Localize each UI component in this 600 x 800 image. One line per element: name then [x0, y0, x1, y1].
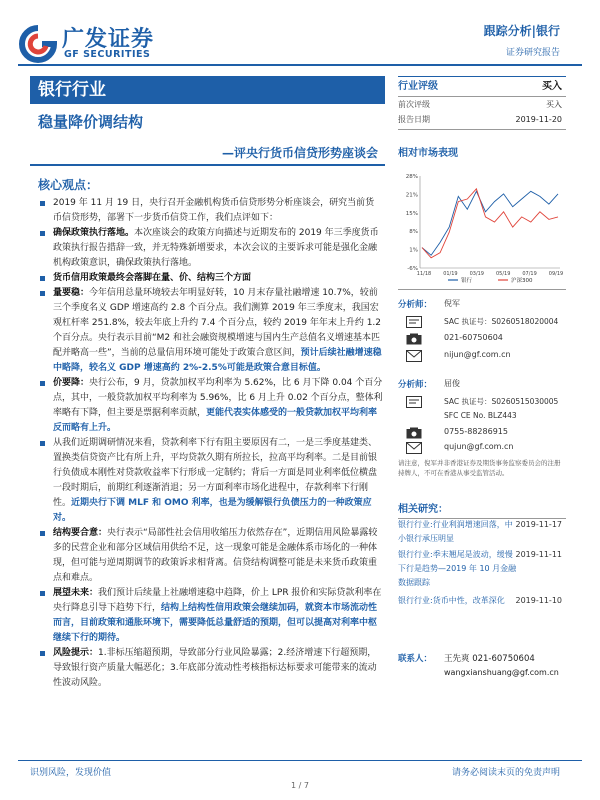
x-tick-label: 11/18	[416, 271, 432, 277]
x-tick-label: 03/19	[469, 271, 485, 277]
report-type: 跟踪分析|银行	[483, 24, 560, 38]
footer-divider	[18, 760, 582, 761]
legend-label: 沪深300	[511, 278, 533, 284]
analyst-disclaimer-note: 请注意，倪军并非香港证券及期货事务监察委员会的注册持牌人，不可在香港从事受监管活动。	[398, 459, 561, 477]
analyst-2-name: 屈俊	[444, 379, 460, 388]
rating-header	[398, 76, 566, 97]
y-tick-label: 1%	[409, 247, 418, 254]
bullet-icon	[40, 591, 45, 596]
page-number: 1 / 7	[291, 781, 309, 790]
x-tick-label: 05/19	[495, 271, 511, 277]
x-tick-label: 09/19	[548, 271, 564, 277]
x-tick-label: 01/19	[443, 271, 458, 277]
analyst-2-phone: 0755-88286915	[444, 427, 508, 436]
paragraph: 2019 年 11 月 19 日，央行召开金融机构货币信贷形势分析座谈会，研究当前货币信贷形势，部署下一步货币信贷工作，我们点评如下：	[38, 196, 383, 226]
analyst-1-phone: 021-60750604	[444, 333, 503, 342]
contact-name-phone: 王先爽 021-60750604	[444, 654, 535, 664]
report-body	[38, 196, 383, 691]
certificate-icon	[406, 396, 422, 408]
related-item[interactable]: 银行行业:货币中性，改革深化 2019-11-10	[398, 596, 562, 605]
relative-performance-chart	[398, 168, 566, 288]
y-tick-label: 8%	[409, 229, 418, 236]
bullet-icon	[40, 201, 45, 206]
y-tick-label: 21%	[405, 192, 418, 199]
paragraph: 从我们近期调研情况来看，贷款利率下行有阻主要原因有二，一是三季度基建类、置换类信贷资产比有所上升，平均贷款久期有所拉长，拉高平均利率。二是目前银行负债成本刚性对贷款收益率下行形成一定制约；背后一方面是同业利率低位横盘一段时期后，前期红利逐渐消退；另一方面利率市场化进程中，存款利率下行刚性。近期央行下调 MLF 和 OMO 利率，也是为缓解银行负债压力的一种政策应对。	[38, 436, 383, 526]
paragraph: 结构要合意：央行表示“局部性社会信用收缩压力依然存在”，近期信用风险暴露较多的民营企业和部分区域信用供给不足，这一现象可能是金融体系市场化的一种体现，但可能与逆周期调节的政策诉求相背离。信贷结构调整可能是未来货币政策重点和难点。	[38, 526, 383, 586]
core-views-heading: 核心观点：	[38, 178, 99, 192]
header-divider	[18, 64, 582, 66]
paragraph: 量要稳：今年信用总量环境较去年明显好转，10 月末存量社融增速 10.7%，较前三个季度名义 GDP 增速高约 2.8 个百分点。我们测算 2019 年三季度末，我国宏观杠杆率 251.8%，较去年底上升约 7.4 个百分点，较约 2019 年年末上升约 1.2 个百分点。央行表示目前“M2 和社会融资规模增速与国内生产总值名义增速基本匹配并略高一些”，当前的总量信用环境可能处于政策合意区间，预计后续社融增速稳中略降，较名义 GDP 增速高约 2%-2.5%可能是政策合意目标值。	[38, 286, 383, 376]
logo-english: GF SECURITIES	[64, 49, 151, 60]
bullet-icon	[40, 231, 45, 236]
email-icon	[406, 350, 422, 362]
series-line-bank	[422, 191, 558, 255]
title-divider	[30, 164, 385, 166]
analyst-2-cert: SAC 执证号：S0260515030005	[444, 397, 559, 406]
certificate-icon	[406, 316, 422, 328]
analyst-1-email[interactable]: nijun@gf.com.cn	[444, 350, 511, 359]
analyst-1-label: 分析师：	[398, 300, 433, 310]
y-tick-label: -6%	[407, 266, 418, 272]
email-icon	[406, 442, 422, 454]
analyst-1-name: 倪军	[444, 299, 460, 308]
report-date-row: 报告日期 2019-11-20	[398, 115, 562, 124]
paragraph: 展望未来：我们预计后续量上社融增速稳中趋降，价上 LPR 报价和实际贷款利率在央行降息引导下趋势下行，结构上结构性信用政策会继续加码，就资本市场流动性而言，目前政策和通胀环境下，需要降低总量舒适的预期，但可以提高对利率中枢继续下行的期待。	[38, 586, 383, 646]
paragraph: 货币信用政策最终会落脚在量、价、结构三个方面	[38, 271, 383, 286]
analyst-2-label: 分析师：	[398, 380, 433, 390]
report-subtitle: —评央行货币信贷形势座谈会	[221, 146, 378, 160]
related-item[interactable]: 银行行业:行业利润增速回落，中小银行承压明显 2019-11-17	[398, 520, 562, 543]
bullet-icon	[40, 651, 45, 656]
analyst-1-cert: SAC 执证号：S0260518020004	[444, 317, 559, 326]
analyst-2-email[interactable]: qujun@gf.com.cn	[444, 442, 514, 451]
contact-email[interactable]: wangxianshuang@gf.com.cn	[444, 668, 559, 677]
chart-section-title: 相对市场表现	[398, 148, 458, 159]
paragraph: 风险提示：1.非标压缩超预期，导致部分行业风险暴露；2.经济增速下行超预期，导致银行资产质量大幅恶化；3.年底部分流动性考核指标达标要求可能带来的流动性波动风险。	[38, 646, 383, 691]
contact-label: 联系人：	[398, 654, 433, 664]
report-title: 稳量降价调结构	[38, 113, 144, 131]
industry-banner: 银行行业	[30, 76, 385, 104]
phone-icon	[406, 333, 422, 345]
previous-rating-row: 前次评级 买入	[398, 100, 562, 109]
related-item[interactable]: 银行行业:季末翘尾是波动，缓慢下行是趋势—2019 年 10 月金融数据跟踪 2019-11-11	[398, 550, 562, 587]
footer-slogan: 识别风险，发现价值	[30, 768, 112, 778]
x-tick-label: 07/19	[522, 271, 537, 277]
bullet-icon	[40, 381, 45, 386]
gf-logo-icon	[18, 24, 58, 64]
bullet-icon	[40, 531, 45, 536]
bullet-icon	[40, 441, 45, 446]
rating-divider	[398, 129, 566, 130]
legend-label: 银行	[461, 278, 473, 284]
bullet-icon	[40, 291, 45, 296]
footer-disclaimer[interactable]: 请务必阅读末页的免责声明	[451, 768, 560, 778]
y-tick-label: 15%	[405, 210, 418, 217]
paragraph: 确保政策执行落地。本次座谈会的政策方向描述与近期发布的 2019 年三季度货币政策执行报告措辞一致，并无特殊新增要求，本次会议的主要诉求可能是强化金融机构政策意识，确保政策执行落地。	[38, 226, 383, 271]
report-category: 证券研究报告	[505, 48, 560, 58]
paragraph: 价要降：央行公布，9 月，贷款加权平均利率为 5.62%，比 6 月下降 0.04 个百分点，其中，一般贷款加权平均利率为 5.96%，比 6 月上升 0.02 个百分点，整体利率略有下降，但主要是票据利率贡献，更能代表实体感受的一般贷款加权平均利率反而略有上升。	[38, 376, 383, 436]
y-tick-label: 28%	[405, 174, 418, 180]
chart-divider	[398, 289, 566, 290]
rating-label: 行业评级	[398, 81, 438, 92]
phone-icon	[406, 427, 422, 439]
rating-value: 买入	[542, 81, 562, 92]
series-line-csi300	[422, 189, 558, 258]
logo-text: 广发证券	[62, 27, 155, 52]
related-research-heading: 相关研究：	[398, 500, 566, 519]
bullet-icon	[40, 276, 45, 281]
analyst-2-sfc: SFC CE No. BLZ443	[444, 411, 517, 420]
